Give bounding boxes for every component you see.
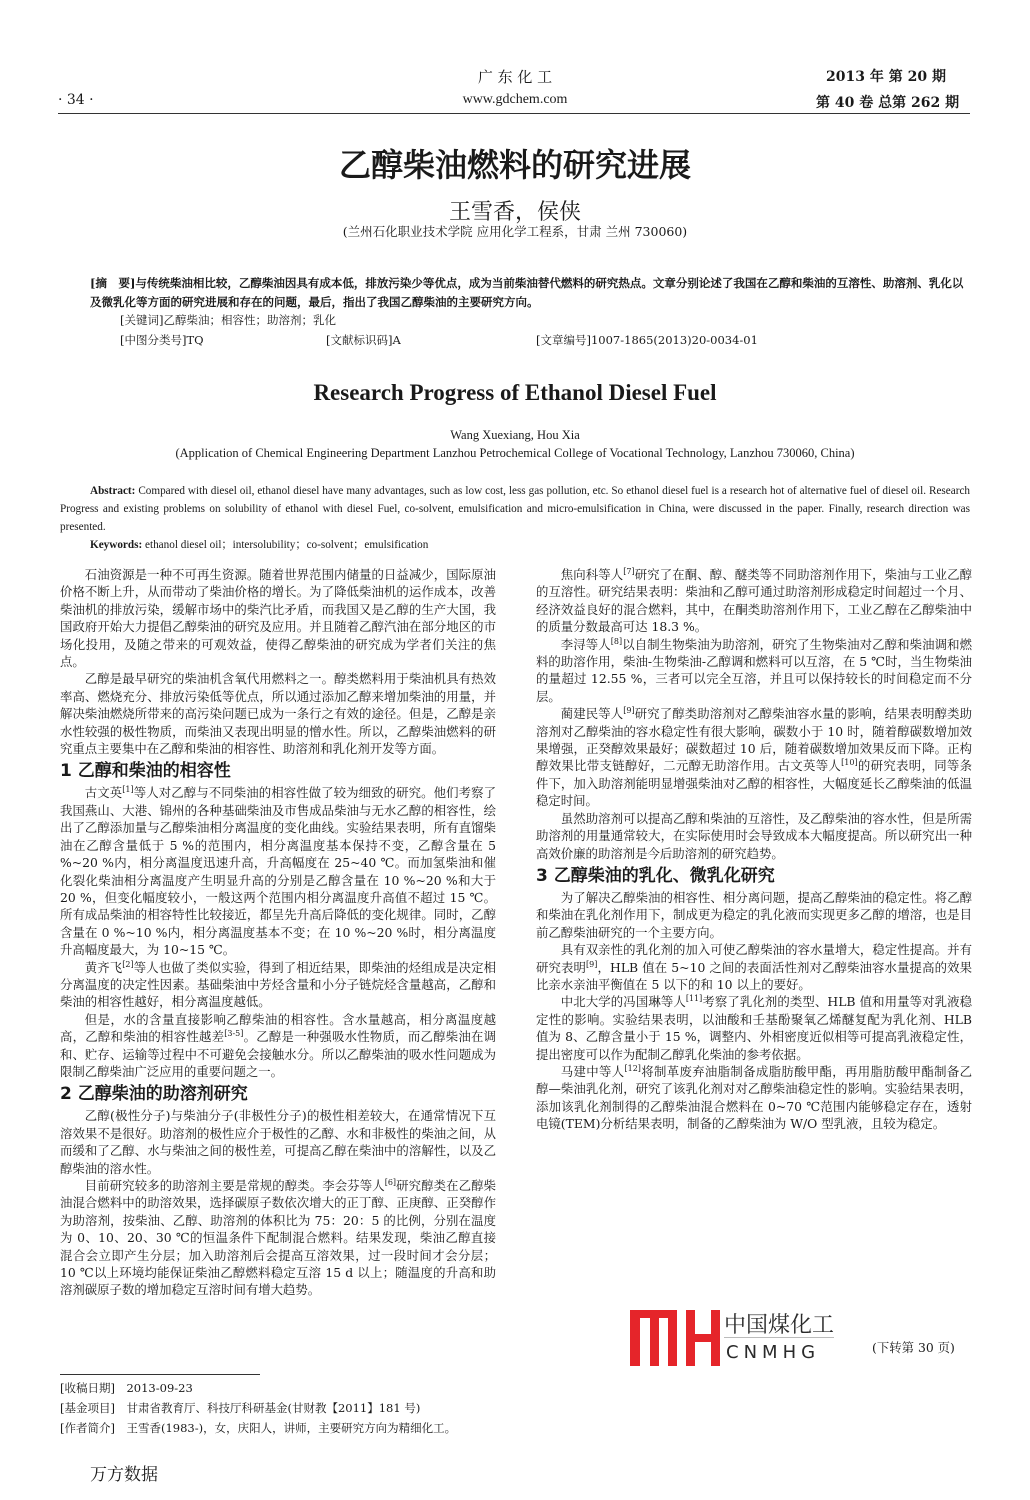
citation: [10] <box>841 758 858 768</box>
paragraph <box>60 959 496 1011</box>
text: 将制革废弃油脂制备成脂肪酸甲酯，再用脂肪酸甲酯制备乙醇—柴油乳化剂，研究了该乳化剂对对乙醇柴油稳定性的影响。实验结果表明，添加该乳化剂制得的乙醇柴油混合燃料在 0~70 ℃范围内能够稳定存在，透射电镜(TEM)分析结果表明，制备的乙醇柴油为 W/O 型乳液，且较为稳定。 <box>536 1063 972 1132</box>
citation: [9] <box>623 706 635 716</box>
journal-website: www.gdchem.com <box>462 92 568 107</box>
watermark-cn: 中国煤化工 <box>724 1313 835 1338</box>
author-bio: [作者简介] 王雪香(1983-)，女，庆阳人，讲师，主要研究方向为精细化工。 <box>60 1421 457 1435</box>
authors-en: Wang Xuexiang, Hou Xia <box>450 428 580 442</box>
paragraph <box>60 1011 496 1081</box>
continued-note: (下转第 30 页) <box>872 1340 955 1355</box>
text: 李浔等人 <box>560 636 611 652</box>
abstract-cn <box>90 274 970 312</box>
paragraph <box>536 566 972 636</box>
text: 。乙醇是一种强吸水性物质，而乙醇柴油在调和、贮存、运输等过程中不可避免会接触水分。所以乙醇柴油的吸水性问题成为限制乙醇柴油广泛应用的重要问题之一。 <box>60 1029 497 1079</box>
watermark-en: CNMHG <box>726 1342 821 1363</box>
received-date: [收稿日期] 2013-09-23 <box>60 1381 193 1395</box>
paragraph: 虽然助溶剂可以提高乙醇和柴油的互溶性，及乙醇柴油的容水性，但是所需助溶剂的用量通常较大，在实际使用时会导致成本大幅度提高。所以研究出一种高效价廉的助溶剂是今后助溶剂的研究趋势。 <box>536 810 972 861</box>
year-issue: 2013 年 第 20 期 <box>826 69 946 85</box>
paragraph: 石油资源是一种不可再生资源。随着世界范围内储量的日益减少，国际原油价格不断上升，从而带动了柴油价格的增长。为了降低柴油机的运作成本，改善柴油机的排放污染，缓解市场中的柴汽比矛盾，而我国又是乙醇的生产大国，我国政府开始大力提倡乙醇柴油的研究及应用。并且随着乙醇汽油在部分地区的市场化投用，及随之带来的可观效益，使得乙醇柴油的研究成为学者们关注的焦点。 <box>60 567 496 670</box>
paragraph <box>536 941 972 993</box>
keywords-cn: [关键词]乙醇柴油；相容性；助溶剂；乳化 <box>120 313 336 327</box>
section-heading-2: 2 乙醇柴油的助溶剂研究 <box>60 1084 248 1105</box>
text: 考察了乳化剂的类型、HLB 值和用量等对乳液稳定性的影响。实验结果表明，以油酸和壬基酚聚氧乙烯醚复配为乳化剂、HLB 值为 8、乙醇含量小于 15 %，调整内、外相密度近似相等可提高乳液稳定性，提出密度可以作为配制乙醇乳化柴油的参考依据。 <box>536 994 972 1062</box>
paragraph: 乙醇是最早研究的柴油机含氧代用燃料之一。醇类燃料用于柴油机具有热效率高、燃烧充分、排放污染低等优点，所以通过添加乙醇来增加柴油的用量，并解决柴油燃烧所带来的高污染问题已成为一条行之有效的途径。但是，乙醇是亲水性较强的极性物质，而柴油又表现出明显的憎水性。所以，乙醇柴油燃料的研究重点主要集中在乙醇和柴油的相容性、助溶剂和乳化剂开发等方面。 <box>60 671 496 757</box>
text: 以自制生物柴油为助溶剂，研究了生物柴油对乙醇和柴油调和燃料的助溶作用，柴油-生物柴油-乙醇调和燃料可以互溶，在 5 ℃时，当生物柴油的量超过 12.55 %，三者可以完全互溶，并且可以保持较长的时间稳定而不分层。 <box>536 636 973 704</box>
citation: [3-5] <box>224 1029 244 1039</box>
header-rule <box>58 113 970 114</box>
paragraph <box>536 993 972 1063</box>
text: 研究醇类在乙醇柴油混合燃料中的助溶效果，选择碳原子数依次增大的正丁醇、正庚醇、正癸醇作为助溶剂，按柴油、乙醇、助溶剂的体积比为 75：20：5 的比例，分别在温度为 0、10、20、30 ℃的恒温条件下配制混合燃料。结果发现，柴油乙醇直接混合会立即产生分层；加入助溶剂后会提高互溶效果，过一段时间才会分层；10 ℃以上环境均能保证柴油乙醇燃料稳定互溶 15 d 以上；随温度的升高和助溶剂碳原子数的增加稳定互溶时间有增大趋势。 <box>60 1178 497 1298</box>
keywords-en-text: ethanol diesel oil；intersolubility；co-solvent；emulsification <box>142 539 429 551</box>
abstract-cn-label: [摘 要] <box>90 276 136 290</box>
citation: [12] <box>624 1063 641 1073</box>
text: 的研究表明，同等条件下，加入助溶剂能明显增强柴油对乙醇的相容性，大幅度延长乙醇柴油的低温稳定时间。 <box>536 758 973 809</box>
affiliation-en: (Application of Chemical Engineering Department Lanzhou Petrochemical College of Vocational Technology, Lanzhou 730060, China) <box>175 446 855 460</box>
text: 黄齐飞 <box>84 959 123 975</box>
citation: [1] <box>122 785 134 795</box>
citation: [9] <box>586 959 598 969</box>
authors-cn: 王雪香，侯侠 <box>448 200 581 225</box>
section-heading-1: 1 乙醇和柴油的相容性 <box>60 761 231 782</box>
text: 但是，水的含量直接影响乙醇柴油的相容性。含水量越高，相分离温度越高，乙醇和柴油的相容性越差 <box>60 1011 496 1045</box>
paragraph <box>536 705 972 809</box>
paragraph: 乙醇(极性分子)与柴油分子(非极性分子)的极性相差较大，在通常情况下互溶效果不是很好。助溶剂的极性应介于极性的乙醇、水和非极性的柴油之间，从而缓和了乙醇、水与柴油之间的极性差，可提高乙醇在柴油中的溶解性，以及乙醇柴油的溶水性。 <box>60 1108 496 1176</box>
clc-number: [中图分类号]TQ <box>120 333 204 347</box>
text: 中北大学的冯国琳等人 <box>560 994 686 1010</box>
page-number: · 34 · <box>58 92 94 108</box>
section-heading-3: 3 乙醇柴油的乳化、微乳化研究 <box>536 865 775 886</box>
citation: [2] <box>122 959 134 969</box>
text: 等人也做了类似实验，得到了相近结果，即柴油的烃组成是决定相分离温度的决定性因素。基础柴油中芳烃含量和小分子链烷烃含量越高，乙醇和柴油的相容性越好，相分离温度越低。 <box>60 959 497 1010</box>
text: 等人对乙醇与不同柴油的相容性做了较为细致的研究。他们考察了我国燕山、大港、锦州的各种基础柴油及市售成品柴油与无水乙醇的相容性，绘出了乙醇添加量与乙醇柴油相分离温度的变化曲线。实验结果表明，所有直馏柴油在乙醇含量低于 5 %的范围内，相分离温度基本保持不变，乙醇含量在 5 %~20 %内，相分离温度迅速升高，升高幅度在 25~40 ℃。而加氢柴油和催化裂化柴油相分离温度产生明显升高的分别是乙醇含量在 10 %~20 %和大于 20 %，但变化幅度较小，一般这两个范围内相分离温度升高值不超过 15 ℃。所有成品柴油的相容特性比较接近，都呈先升高后降低的变化规律。同时，乙醇含量在 0 %~10 %内，相分离温度基本不变；在 10 %~20 %时，相分离温度升高幅度最大，为 10~15 ℃。 <box>60 785 497 958</box>
affiliation-cn: (兰州石化职业技术学院 应用化学工程系，甘肃 兰州 730060) <box>342 224 688 239</box>
journal-name: 广 东 化 工 <box>477 68 553 86</box>
citation: [11] <box>685 994 703 1004</box>
text: 具有双亲性的乳化剂的加入可使乙醇柴油的容水量增大，稳定性提高。并有研究表明 <box>536 942 972 975</box>
abstract-en <box>60 482 970 536</box>
text: ，HLB 值在 5~10 之间的表面活性剂对乙醇柴油容水量提高的效果比亲水亲油平衡值在 5 以下的和 10 以上的要好。 <box>536 959 972 992</box>
abstract-en-text: Compared with diesel oil, ethanol diesel have many advantages, such as low cost, less gas pollution, etc. So ethanol diesel fuel is a research hot of alternative fuel of diesel oil. Research Progress and existing problems on solubility of ethanol with diesel Fuel, co-solvent, emulsification and micro-emulsification in China, were discussed in the paper. Finally, research direction was presented. <box>60 485 970 533</box>
paragraph <box>60 1177 496 1299</box>
volume-info: 第 40 卷 总第 262 期 <box>816 95 960 111</box>
cnmhg-logo-icon <box>628 1308 724 1370</box>
text: 蔺建民等人 <box>560 706 624 722</box>
text: 古文英 <box>84 785 123 801</box>
paragraph <box>60 784 496 958</box>
abstract-cn-text: 与传统柴油相比较，乙醇柴油因具有成本低，排放污染少等优点，成为当前柴油替代燃料的研究热点。文章分别论述了我国在乙醇和柴油的互溶性、助溶剂、乳化以及微乳化等方面的研究进展和存在的问题，最后，指出了我国乙醇柴油的主要研究方向。 <box>90 276 964 309</box>
text: 马建中等人 <box>560 1063 625 1079</box>
paragraph <box>536 636 972 706</box>
paragraph <box>536 1063 972 1133</box>
body-right-column <box>536 566 972 1133</box>
paragraph: 为了解决乙醇柴油的相容性、相分离问题，提高乙醇柴油的稳定性。将乙醇和柴油在乳化剂作用下，制成更为稳定的乳化液而实现更多乙醇的增溶，也是目前乙醇柴油研究的一个主要方向。 <box>536 889 972 940</box>
keywords-en <box>90 536 428 552</box>
text: 目前研究较多的助溶剂主要是常规的醇类。李会芬等人 <box>84 1178 385 1193</box>
abstract-en-label: Abstract: <box>90 485 136 497</box>
text: 研究了醇类助溶剂对乙醇柴油容水量的影响，结果表明醇类助溶剂对乙醇柴油的容水稳定性有很大影响，碳数小于 10 时，随着醇碳数增加效果增强，正癸醇效果最好；碳数超过 10 后，随着碳数增加效果反而下降。正构醇效果比带支链醇好，二元醇无助溶作用。古文英等人 <box>536 706 973 774</box>
citation: [7] <box>623 566 635 576</box>
body-left-column <box>60 566 496 1299</box>
text: 焦向科等人 <box>560 567 624 582</box>
paper-title-cn: 乙醇柴油燃料的研究进展 <box>338 146 691 184</box>
keywords-en-label: Keywords: <box>90 539 143 551</box>
citation: [6] <box>384 1177 397 1187</box>
footnote-rule <box>60 1374 260 1375</box>
citation: [8] <box>610 636 623 646</box>
text: 研究了在酮、醇、醚类等不同助溶剂作用下，柴油与工业乙醇的互溶性。研究结果表明：柴油和乙醇可通过助溶剂形成稳定时间超过一个月、经济效益良好的混合燃料，其中，在酮类助溶剂作用下，工业乙醇在乙醇柴油中的质量分数最高可达 18.3 %。 <box>536 567 973 635</box>
source-watermark: 万方数据 <box>90 1465 158 1485</box>
article-number: [文章编号]1007-1865(2013)20-0034-01 <box>536 333 758 347</box>
watermark-divider <box>724 1337 834 1338</box>
paper-title-en: Research Progress of Ethanol Diesel Fuel <box>313 380 717 405</box>
doc-code: [文献标识码]A <box>326 333 401 347</box>
fund-info: [基金项目] 甘肃省教育厅、科技厅科研基金(甘财教【2011】181 号) <box>60 1401 421 1415</box>
